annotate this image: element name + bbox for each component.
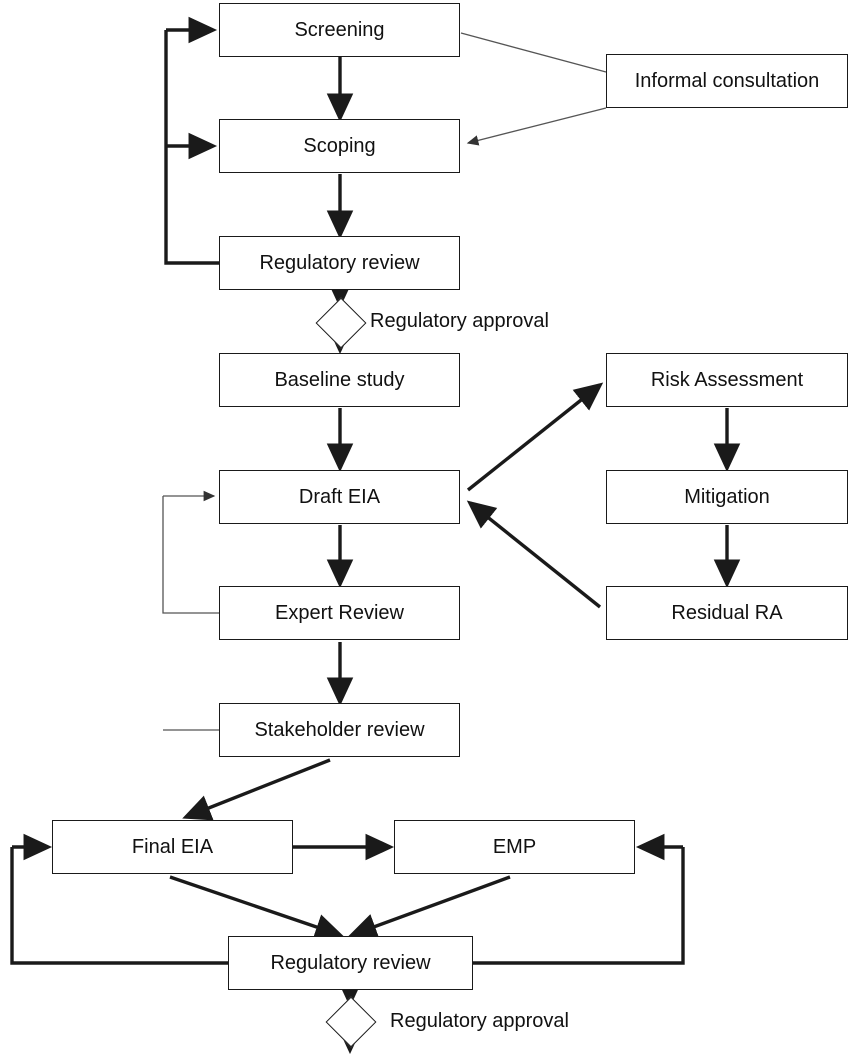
decision-regulatory-approval-2[interactable]	[326, 997, 377, 1048]
node-label: Risk Assessment	[650, 369, 804, 391]
node-baseline-study[interactable]	[219, 353, 460, 407]
node-screening[interactable]	[219, 3, 460, 57]
node-label: Screening	[294, 19, 385, 41]
node-mitigation[interactable]	[606, 470, 848, 524]
node-label: Expert Review	[275, 602, 404, 624]
node-label: Mitigation	[684, 486, 770, 508]
node-stakeholder-review[interactable]	[219, 703, 460, 757]
node-label: Residual RA	[671, 602, 783, 624]
node-emp[interactable]	[394, 820, 635, 874]
node-label: Regulatory review	[259, 252, 420, 274]
node-final-eia[interactable]	[52, 820, 293, 874]
node-label: Regulatory review	[270, 952, 431, 974]
node-label: Informal consultation	[634, 70, 820, 92]
node-label: Scoping	[303, 135, 376, 157]
node-label: Draft EIA	[298, 486, 381, 508]
decision-label-regulatory-approval-1: Regulatory approval	[370, 310, 549, 332]
node-label: Final EIA	[131, 836, 214, 858]
node-expert-review[interactable]	[219, 586, 460, 640]
decision-regulatory-approval-1[interactable]	[316, 298, 367, 349]
decision-label-regulatory-approval-2: Regulatory approval	[390, 1010, 569, 1032]
node-label: Stakeholder review	[254, 719, 425, 741]
node-label: Baseline study	[274, 369, 405, 391]
node-informal-consultation[interactable]	[606, 54, 848, 108]
node-scoping[interactable]	[219, 119, 460, 173]
node-draft-eia[interactable]	[219, 470, 460, 524]
node-regulatory-review-2[interactable]	[228, 936, 473, 990]
node-regulatory-review-1[interactable]	[219, 236, 460, 290]
node-risk-assessment[interactable]	[606, 353, 848, 407]
node-residual-ra[interactable]	[606, 586, 848, 640]
node-label: EMP	[492, 836, 537, 858]
